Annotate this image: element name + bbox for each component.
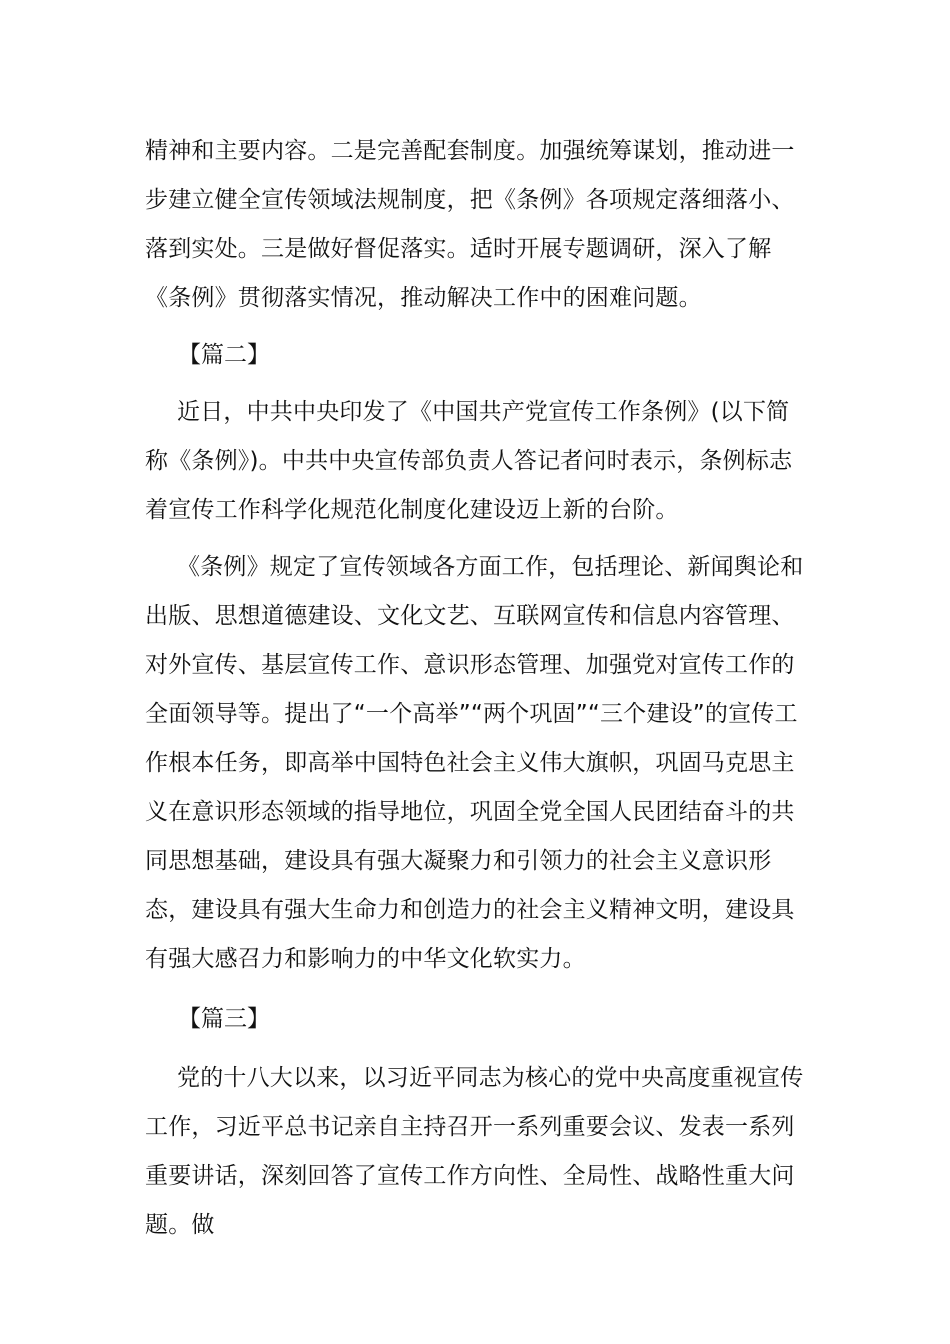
section-heading-2: 【篇二】 xyxy=(178,342,270,368)
paragraph-3a xyxy=(145,1054,810,1250)
paragraph-text: 党的十八大以来，以习近平同志为核心的党中央高度重视宣传工作，习近平总书记亲自主持召开一系列重要会议、发表一系列重要讲话，深刻回答了宣传工作方向性、全局性、战略性重大问题。做 xyxy=(145,1065,804,1238)
paragraph-text: 近日，中共中央印发了《中国共产党宣传工作条例》(以下简称《条例》)。中共中央宣传部负责人答记者问时表示，条例标志着宣传工作科学化规范化制度化建设迈上新的台阶。 xyxy=(145,399,793,523)
paragraph-text: 精神和主要内容。二是完善配套制度。加强统筹谋划，推动进一步建立健全宣传领域法规制度，把《条例》各项规定落细落小、落到实处。三是做好督促落实。适时开展专题调研，深入了解《条例》贯彻落实情况，推动解决工作中的困难问题。 xyxy=(145,138,795,311)
section-heading-3: 【篇三】 xyxy=(178,1006,270,1032)
paragraph-2b xyxy=(145,543,810,984)
paragraph-continued xyxy=(145,127,810,323)
paragraph-2a xyxy=(145,388,810,535)
paragraph-text: 《条例》规定了宣传领域各方面工作，包括理论、新闻舆论和出版、思想道德建设、文化文艺、互联网宣传和信息内容管理、对外宣传、基层宣传工作、意识形态管理、加强党对宣传工作的全面领导等。提出了“一个高举”“两个巩固”“三个建设”的宣传工作根本任务，即高举中国特色社会主义伟大旗帜，巩固马克思主义在意识形态领域的指导地位，巩固全党全国人民团结奋斗的共同思想基础，建设具有强大凝聚力和引领力的社会主义意识形态，建设具有强大生命力和创造力的社会主义精神文明，建设具有强大感召力和影响力的中华文化软实力。 xyxy=(145,554,804,972)
